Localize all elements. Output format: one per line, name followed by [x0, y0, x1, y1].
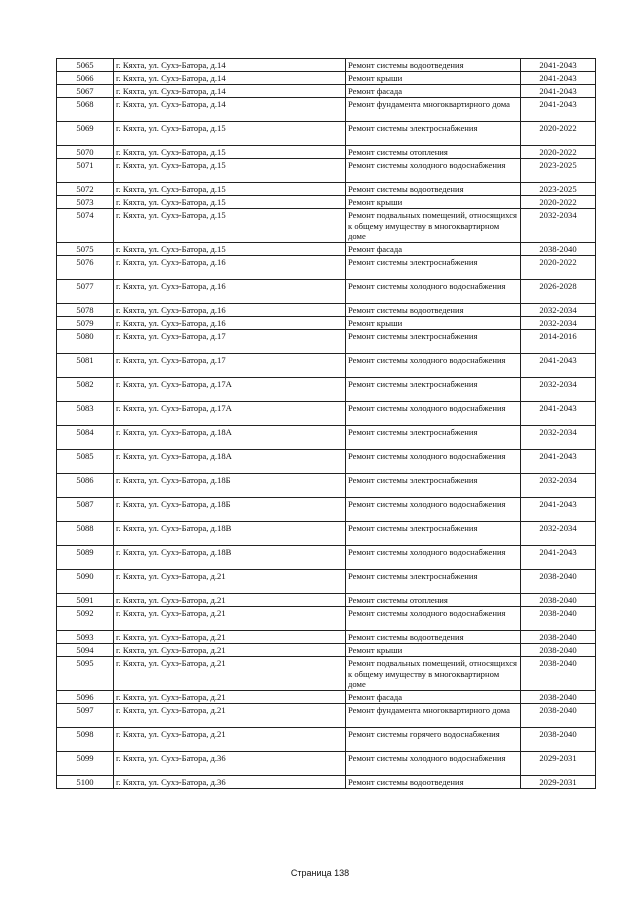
row-address: г. Кяхта, ул. Сухэ-Батора, д.18Б [114, 498, 346, 522]
row-address: г. Кяхта, ул. Сухэ-Батора, д.18А [114, 450, 346, 474]
row-work-type: Ремонт крыши [346, 196, 521, 209]
row-years: 2023-2025 [521, 183, 596, 196]
row-work-type: Ремонт системы холодного водоснабжения [346, 498, 521, 522]
row-work-type: Ремонт системы электроснабжения [346, 474, 521, 498]
row-address: г. Кяхта, ул. Сухэ-Батора, д.15 [114, 146, 346, 159]
row-work-type: Ремонт фасада [346, 691, 521, 704]
row-number: 5068 [57, 98, 114, 122]
row-years: 2041-2043 [521, 59, 596, 72]
table-row [57, 59, 596, 72]
row-work-type: Ремонт системы холодного водоснабжения [346, 159, 521, 183]
row-address: г. Кяхта, ул. Сухэ-Батора, д.17А [114, 378, 346, 402]
row-address: г. Кяхта, ул. Сухэ-Батора, д.15 [114, 122, 346, 146]
row-years: 2038-2040 [521, 644, 596, 657]
table-row [57, 280, 596, 304]
row-work-type: Ремонт системы водоотведения [346, 776, 521, 789]
table-row [57, 657, 596, 691]
row-address: г. Кяхта, ул. Сухэ-Батора, д.16 [114, 256, 346, 280]
row-address: г. Кяхта, ул. Сухэ-Батора, д.21 [114, 728, 346, 752]
row-address: г. Кяхта, ул. Сухэ-Батора, д.21 [114, 644, 346, 657]
row-work-type: Ремонт системы горячего водоснабжения [346, 728, 521, 752]
row-number: 5099 [57, 752, 114, 776]
row-address: г. Кяхта, ул. Сухэ-Батора, д.15 [114, 183, 346, 196]
row-years: 2020-2022 [521, 122, 596, 146]
row-number: 5082 [57, 378, 114, 402]
table-row [57, 644, 596, 657]
row-years: 2020-2022 [521, 256, 596, 280]
table-row [57, 402, 596, 426]
row-years: 2032-2034 [521, 378, 596, 402]
row-work-type: Ремонт системы отопления [346, 594, 521, 607]
row-number: 5094 [57, 644, 114, 657]
table-row [57, 378, 596, 402]
row-years: 2032-2034 [521, 522, 596, 546]
row-work-type: Ремонт системы электроснабжения [346, 570, 521, 594]
row-address: г. Кяхта, ул. Сухэ-Батора, д.18Б [114, 474, 346, 498]
table-row [57, 146, 596, 159]
row-work-type: Ремонт фасада [346, 85, 521, 98]
row-years: 2029-2031 [521, 752, 596, 776]
row-address: г. Кяхта, ул. Сухэ-Батора, д.17 [114, 330, 346, 354]
row-address: г. Кяхта, ул. Сухэ-Батора, д.21 [114, 691, 346, 704]
row-number: 5084 [57, 426, 114, 450]
row-work-type: Ремонт системы отопления [346, 146, 521, 159]
row-address: г. Кяхта, ул. Сухэ-Батора, д.15 [114, 196, 346, 209]
row-years: 2020-2022 [521, 196, 596, 209]
row-address: г. Кяхта, ул. Сухэ-Батора, д.36 [114, 752, 346, 776]
row-address: г. Кяхта, ул. Сухэ-Батора, д.14 [114, 72, 346, 85]
row-years: 2038-2040 [521, 570, 596, 594]
row-address: г. Кяхта, ул. Сухэ-Батора, д.14 [114, 59, 346, 72]
row-years: 2023-2025 [521, 159, 596, 183]
table-row [57, 330, 596, 354]
table-row [57, 85, 596, 98]
row-number: 5067 [57, 85, 114, 98]
table-row [57, 183, 596, 196]
row-number: 5088 [57, 522, 114, 546]
row-number: 5077 [57, 280, 114, 304]
table-row [57, 243, 596, 256]
row-number: 5072 [57, 183, 114, 196]
table-row [57, 704, 596, 728]
row-work-type: Ремонт фундамента многоквартирного дома [346, 704, 521, 728]
row-years: 2041-2043 [521, 98, 596, 122]
row-number: 5097 [57, 704, 114, 728]
row-address: г. Кяхта, ул. Сухэ-Батора, д.18А [114, 426, 346, 450]
row-years: 2032-2034 [521, 474, 596, 498]
row-work-type: Ремонт системы холодного водоснабжения [346, 354, 521, 378]
row-years: 2038-2040 [521, 631, 596, 644]
row-number: 5090 [57, 570, 114, 594]
table-row [57, 607, 596, 631]
row-work-type: Ремонт системы водоотведения [346, 59, 521, 72]
row-address: г. Кяхта, ул. Сухэ-Батора, д.21 [114, 657, 346, 691]
row-number: 5089 [57, 546, 114, 570]
row-work-type: Ремонт системы водоотведения [346, 183, 521, 196]
row-years: 2041-2043 [521, 354, 596, 378]
row-number: 5073 [57, 196, 114, 209]
table-row [57, 196, 596, 209]
table-row [57, 474, 596, 498]
table-row [57, 304, 596, 317]
row-number: 5080 [57, 330, 114, 354]
row-number: 5065 [57, 59, 114, 72]
row-number: 5078 [57, 304, 114, 317]
row-number: 5069 [57, 122, 114, 146]
row-years: 2041-2043 [521, 546, 596, 570]
row-address: г. Кяхта, ул. Сухэ-Батора, д.21 [114, 704, 346, 728]
table-row [57, 570, 596, 594]
row-years: 2026-2028 [521, 280, 596, 304]
row-number: 5092 [57, 607, 114, 631]
row-address: г. Кяхта, ул. Сухэ-Батора, д.18В [114, 546, 346, 570]
row-number: 5087 [57, 498, 114, 522]
page-number: Страница 138 [290, 868, 350, 878]
row-number: 5070 [57, 146, 114, 159]
row-address: г. Кяхта, ул. Сухэ-Батора, д.17А [114, 402, 346, 426]
table-row [57, 752, 596, 776]
row-number: 5071 [57, 159, 114, 183]
row-years: 2032-2034 [521, 317, 596, 330]
row-years: 2041-2043 [521, 72, 596, 85]
table-row [57, 159, 596, 183]
table-row [57, 691, 596, 704]
row-work-type: Ремонт системы холодного водоснабжения [346, 607, 521, 631]
row-number: 5091 [57, 594, 114, 607]
row-work-type: Ремонт крыши [346, 644, 521, 657]
capital-repair-table [56, 58, 596, 789]
table-row [57, 776, 596, 789]
row-address: г. Кяхта, ул. Сухэ-Батора, д.15 [114, 159, 346, 183]
row-years: 2014-2016 [521, 330, 596, 354]
row-work-type: Ремонт крыши [346, 317, 521, 330]
row-number: 5075 [57, 243, 114, 256]
row-years: 2038-2040 [521, 657, 596, 691]
row-address: г. Кяхта, ул. Сухэ-Батора, д.17 [114, 354, 346, 378]
row-years: 2038-2040 [521, 704, 596, 728]
row-work-type: Ремонт системы холодного водоснабжения [346, 280, 521, 304]
row-address: г. Кяхта, ул. Сухэ-Батора, д.15 [114, 209, 346, 243]
row-work-type: Ремонт системы холодного водоснабжения [346, 450, 521, 474]
row-address: г. Кяхта, ул. Сухэ-Батора, д.14 [114, 85, 346, 98]
row-number: 5098 [57, 728, 114, 752]
table-row [57, 594, 596, 607]
table-row [57, 426, 596, 450]
table-row [57, 522, 596, 546]
row-work-type: Ремонт фундамента многоквартирного дома [346, 98, 521, 122]
table-row [57, 354, 596, 378]
row-years: 2032-2034 [521, 426, 596, 450]
row-years: 2020-2022 [521, 146, 596, 159]
row-address: г. Кяхта, ул. Сухэ-Батора, д.21 [114, 631, 346, 644]
row-work-type: Ремонт фасада [346, 243, 521, 256]
row-number: 5083 [57, 402, 114, 426]
row-work-type: Ремонт системы холодного водоснабжения [346, 752, 521, 776]
table-row [57, 209, 596, 243]
row-number: 5093 [57, 631, 114, 644]
row-work-type: Ремонт системы холодного водоснабжения [346, 546, 521, 570]
table-row [57, 546, 596, 570]
table-row [57, 317, 596, 330]
row-work-type: Ремонт системы электроснабжения [346, 330, 521, 354]
table-row [57, 98, 596, 122]
row-work-type: Ремонт системы электроснабжения [346, 122, 521, 146]
table-row [57, 498, 596, 522]
row-work-type: Ремонт крыши [346, 72, 521, 85]
row-work-type: Ремонт системы водоотведения [346, 631, 521, 644]
row-years: 2029-2031 [521, 776, 596, 789]
row-address: г. Кяхта, ул. Сухэ-Батора, д.16 [114, 280, 346, 304]
row-number: 5079 [57, 317, 114, 330]
row-work-type: Ремонт подвальных помещений, относящихся к общему имуществу в многоквартирном доме [346, 209, 521, 243]
row-address: г. Кяхта, ул. Сухэ-Батора, д.16 [114, 304, 346, 317]
table-row [57, 256, 596, 280]
row-address: г. Кяхта, ул. Сухэ-Батора, д.15 [114, 243, 346, 256]
row-years: 2038-2040 [521, 607, 596, 631]
row-work-type: Ремонт системы водоотведения [346, 304, 521, 317]
row-address: г. Кяхта, ул. Сухэ-Батора, д.21 [114, 607, 346, 631]
row-address: г. Кяхта, ул. Сухэ-Батора, д.18В [114, 522, 346, 546]
row-address: г. Кяхта, ул. Сухэ-Батора, д.16 [114, 317, 346, 330]
row-number: 5086 [57, 474, 114, 498]
row-number: 5081 [57, 354, 114, 378]
row-years: 2032-2034 [521, 209, 596, 243]
row-address: г. Кяхта, ул. Сухэ-Батора, д.21 [114, 570, 346, 594]
row-work-type: Ремонт системы холодного водоснабжения [346, 402, 521, 426]
row-years: 2041-2043 [521, 498, 596, 522]
table-row [57, 122, 596, 146]
table-row [57, 450, 596, 474]
row-years: 2041-2043 [521, 85, 596, 98]
row-work-type: Ремонт системы электроснабжения [346, 378, 521, 402]
row-years: 2038-2040 [521, 691, 596, 704]
row-number: 5085 [57, 450, 114, 474]
row-number: 5100 [57, 776, 114, 789]
table-row [57, 72, 596, 85]
row-address: г. Кяхта, ул. Сухэ-Батора, д.14 [114, 98, 346, 122]
row-years: 2038-2040 [521, 594, 596, 607]
row-address: г. Кяхта, ул. Сухэ-Батора, д.36 [114, 776, 346, 789]
row-years: 2041-2043 [521, 402, 596, 426]
table-body [57, 59, 596, 789]
row-number: 5076 [57, 256, 114, 280]
row-number: 5066 [57, 72, 114, 85]
row-number: 5096 [57, 691, 114, 704]
row-years: 2032-2034 [521, 304, 596, 317]
row-work-type: Ремонт системы электроснабжения [346, 522, 521, 546]
row-work-type: Ремонт системы электроснабжения [346, 426, 521, 450]
table-row [57, 728, 596, 752]
row-years: 2038-2040 [521, 728, 596, 752]
row-years: 2038-2040 [521, 243, 596, 256]
row-work-type: Ремонт подвальных помещений, относящихся к общему имуществу в многоквартирном доме [346, 657, 521, 691]
row-work-type: Ремонт системы электроснабжения [346, 256, 521, 280]
row-number: 5095 [57, 657, 114, 691]
row-number: 5074 [57, 209, 114, 243]
row-address: г. Кяхта, ул. Сухэ-Батора, д.21 [114, 594, 346, 607]
table-row [57, 631, 596, 644]
row-years: 2041-2043 [521, 450, 596, 474]
